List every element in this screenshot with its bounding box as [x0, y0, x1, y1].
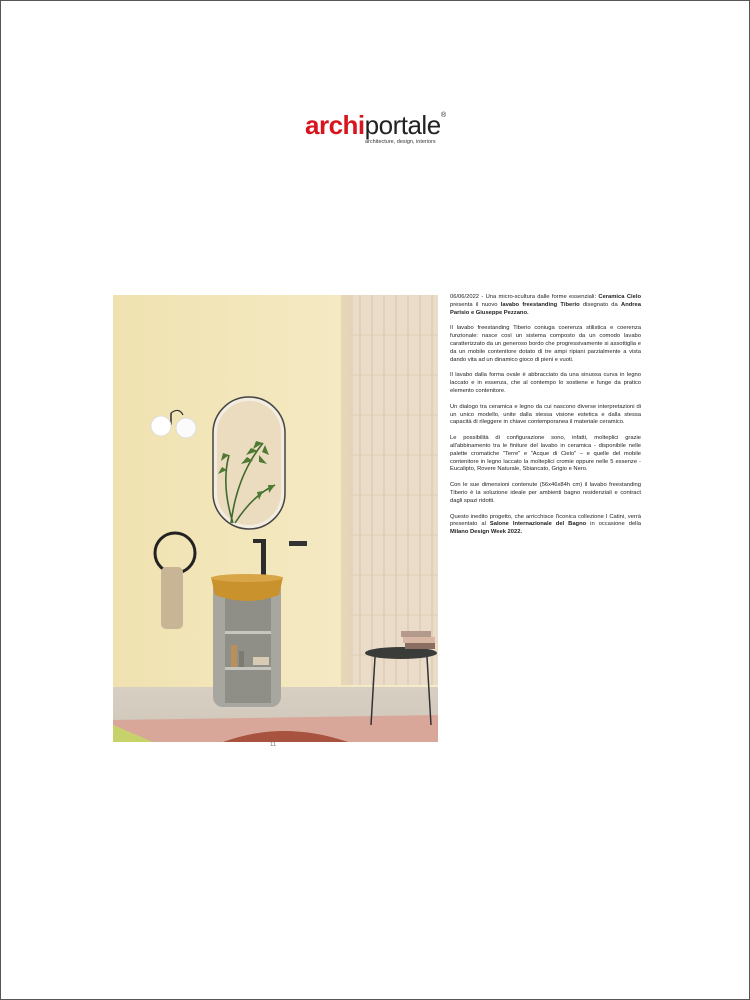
text-run: Le possibilità di configurazione sono, infatti, molteplici grazie all'abbinamento tra le finiture del lavabo in ceramica - disponibile nelle palette cromatiche "Terre" e "Acque di Cielo" – e quelle del mobile contenitore in legno laccato la molteplici cromie oppure nelle 5 essenze - Eucalipto, Rovere Naturale, Sbiancato, Grigio e Nero. [450, 435, 641, 473]
logo-portale: portale [364, 110, 441, 140]
bold-text: Ceramica Cielo [598, 294, 641, 300]
text-run: presenta il nuovo [450, 301, 501, 308]
text-run: Un dialogo tra ceramica e legno da cui nascono diverse interpretazioni di un unico modello, unite dalla stessa visione estetica e dalla stessa capacità di rileggere in chiave contemporanea il materiale ceramico. [450, 403, 641, 426]
article-paragraph [450, 294, 641, 317]
logo-tagline: architecture, design, interiors [365, 139, 436, 145]
article-paragraph [450, 482, 641, 505]
text-run: Questo inedito progetto, che arricchisce l'iconica collezione I Catini, verrà presentato al [450, 513, 641, 528]
article-paragraph [450, 404, 641, 427]
bold-text: Salone Internazionale del Bagno [489, 521, 587, 528]
article-paragraph [450, 372, 641, 395]
text-run: Il lavabo dalla forma ovale è abbracciato da una sinuosa curva in legno laccato e in essenza, che al contempo lo sostiene e funge da pratico elemento contenitore. [450, 372, 641, 394]
product-photo [113, 295, 438, 742]
logo-archi: archi [305, 110, 365, 140]
bold-text: Milano Design Week 2022. [450, 529, 523, 536]
logo-registered-mark: ® [441, 112, 447, 119]
bold-text: Andrea Parisio e Giuseppe Pezzano. [450, 301, 642, 316]
text-run: Il lavabo freestanding Tiberio coniuga coerenza stilistica e coerenza funzionale: nasce così un sistema composto da un comodo lavabo caratterizzato da un generoso bordo che progressivamente si assottiglia e da un mobile contenitore dotato di tre ampi ripiani parzialmente a vista dando vita ad un dinamico gioco di pieni e vuoti. [450, 325, 641, 363]
text-run: 06/06/2022 - Una micro-scultura dalle forme essenziali: [450, 294, 599, 300]
text-run: in occasione della [586, 521, 641, 528]
article-paragraph [450, 325, 641, 364]
bathroom-scene-illustration [113, 295, 438, 742]
page-number: 11 [270, 742, 277, 748]
archiportale-logo[interactable] [305, 112, 455, 148]
article-text [450, 294, 641, 545]
article-paragraph [450, 435, 641, 474]
article-paragraph [450, 514, 641, 537]
bold-text: lavabo freestanding Tiberio [500, 301, 580, 308]
text-run: Con le sue dimensioni contenute (56x46x84h cm) il lavabo freestanding Tiberio è la soluzione ideale per ambienti bagno residenziali e contract dagli spazi ridotti. [450, 482, 641, 504]
text-run: disegnato da [579, 301, 622, 308]
